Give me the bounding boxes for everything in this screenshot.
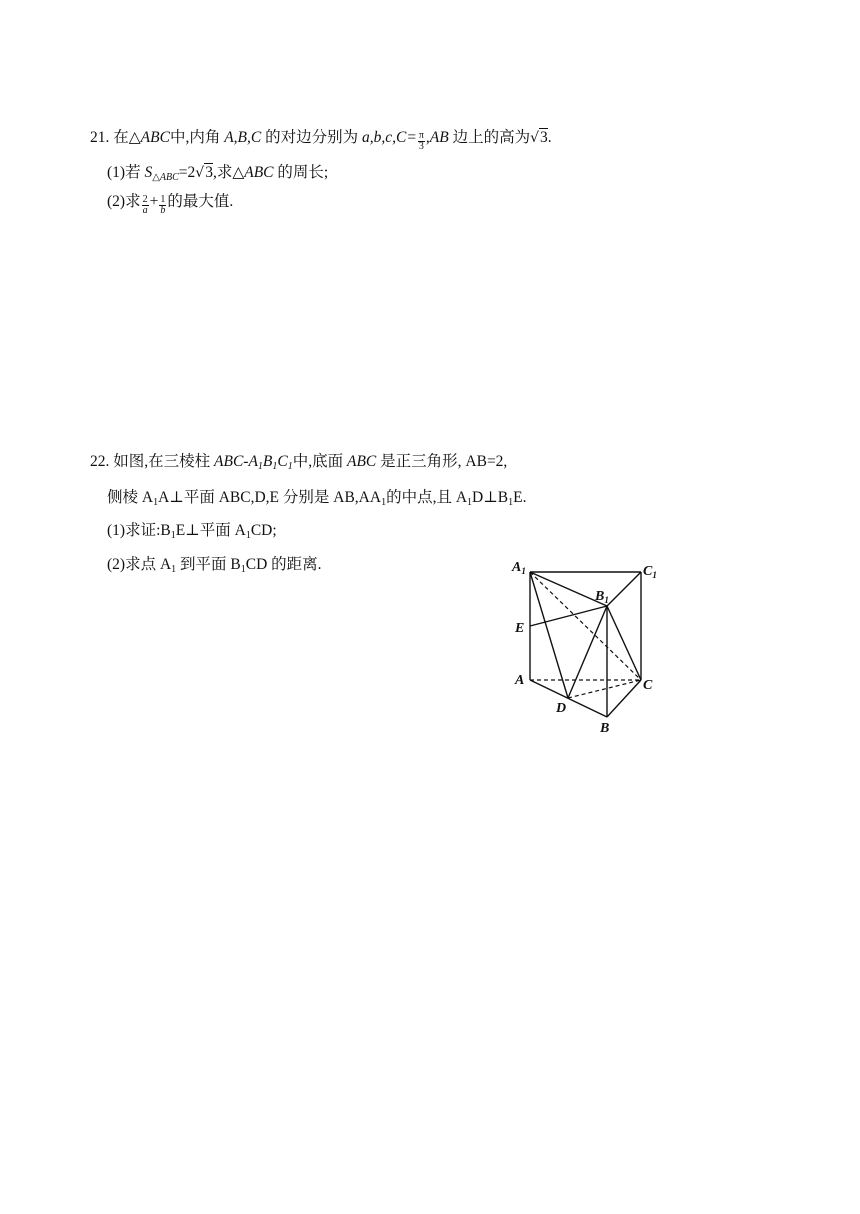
edge-b-c xyxy=(607,680,641,717)
subscript: 1 xyxy=(153,497,159,508)
q22-text: 是正三角形, AB=2, xyxy=(380,453,508,470)
q21-sides: a,b,c,C= xyxy=(362,129,417,146)
segment-a1-d xyxy=(530,572,568,698)
label-subscript: 1 xyxy=(604,595,609,605)
q22-text: (1)求证:B xyxy=(107,522,171,539)
q22-text: 的中点,且 A xyxy=(386,489,468,506)
subscript: 1 xyxy=(240,564,246,575)
label-c: C xyxy=(643,678,653,693)
base-triangle-name: ABC xyxy=(347,453,377,470)
label-b: B xyxy=(600,721,610,736)
label-b1 xyxy=(594,589,609,605)
subscript: 1 xyxy=(287,461,293,472)
label-subscript: 1 xyxy=(521,566,526,576)
label-c1 xyxy=(643,564,657,580)
q21-triangle-name: ABC xyxy=(140,129,170,146)
q21-side-ab: AB xyxy=(429,129,449,146)
edge-b1-c1 xyxy=(607,572,641,606)
q22-text: (2)求点 A xyxy=(107,556,172,573)
q22-text: A⊥平面 ABC,D,E 分别是 AB,AA xyxy=(158,489,382,506)
fraction-denominator: a xyxy=(142,205,148,216)
q21-triangle-name: ABC xyxy=(244,164,274,181)
segment-b1-d xyxy=(568,606,607,698)
fraction-numerator: π xyxy=(418,130,424,141)
prism-name-part: ABC-A xyxy=(214,453,258,470)
q22-text: 如图,在三棱柱 xyxy=(113,453,211,470)
label-letter: A xyxy=(512,560,522,575)
q21-text: 的周长; xyxy=(277,164,329,181)
subscript: 1 xyxy=(272,461,278,472)
q22-text: 中,底面 xyxy=(292,453,344,470)
label-a1 xyxy=(511,560,526,576)
fraction-numerator: 1 xyxy=(160,194,166,205)
q22-text: CD 的距离. xyxy=(245,556,322,573)
q21-text: 在△ xyxy=(113,129,141,146)
q21-text: 边上的高为 xyxy=(452,129,531,146)
q21-part1-label: (1)若 xyxy=(107,164,141,181)
radicand: 3 xyxy=(205,164,213,181)
fraction-denominator: 3 xyxy=(418,141,424,152)
area-symbol: S xyxy=(144,164,153,181)
edge-a-b xyxy=(530,680,607,717)
radicand: 3 xyxy=(540,129,548,146)
q22-text: E. xyxy=(513,489,527,506)
q21-number: 21. xyxy=(90,129,110,146)
subscript: 1 xyxy=(508,497,514,508)
subscript: 1 xyxy=(257,461,263,472)
subscript: 1 xyxy=(467,497,473,508)
q22-text: 侧棱 A xyxy=(107,489,154,506)
area-subscript: △ABC xyxy=(152,172,179,183)
q21-text: , xyxy=(425,129,430,146)
q22-text: 到平面 B xyxy=(180,556,241,573)
label-e: E xyxy=(515,621,525,636)
hidden-segment-d-c xyxy=(568,680,641,698)
subscript: 1 xyxy=(170,530,176,541)
prism-name-part: B xyxy=(262,453,273,470)
q21-text: 的对边分别为 xyxy=(265,129,359,146)
q21-part2-label: (2)求 xyxy=(107,193,141,210)
fraction-denominator: b xyxy=(160,205,166,216)
q22-text: CD; xyxy=(250,522,277,539)
label-letter: B xyxy=(595,589,605,604)
radical-sign: √ xyxy=(530,130,540,146)
q22-text: D⊥B xyxy=(472,489,509,506)
plus-sign: + xyxy=(149,193,159,210)
segment-b1-c xyxy=(607,606,641,680)
subscript: 1 xyxy=(381,497,387,508)
label-subscript: 1 xyxy=(652,570,657,580)
q21-text: . xyxy=(547,129,552,146)
q21-angles: A,B,C xyxy=(224,129,262,146)
q21-text: 的最大值. xyxy=(167,193,234,210)
radical-sign: √ xyxy=(195,165,205,181)
fraction-numerator: 2 xyxy=(142,194,148,205)
q21-text: ,求△ xyxy=(212,164,245,181)
q21-text: 中,内角 xyxy=(169,129,221,146)
q22-text: E⊥平面 A xyxy=(175,522,246,539)
subscript: 1 xyxy=(245,530,251,541)
label-d: D xyxy=(556,701,567,716)
label-letter: C xyxy=(643,564,653,579)
prism-name-part: C xyxy=(277,453,288,470)
q21-text: =2 xyxy=(178,164,196,181)
label-a: A xyxy=(515,673,525,688)
q22-number: 22. xyxy=(90,453,110,470)
subscript: 1 xyxy=(171,564,177,575)
